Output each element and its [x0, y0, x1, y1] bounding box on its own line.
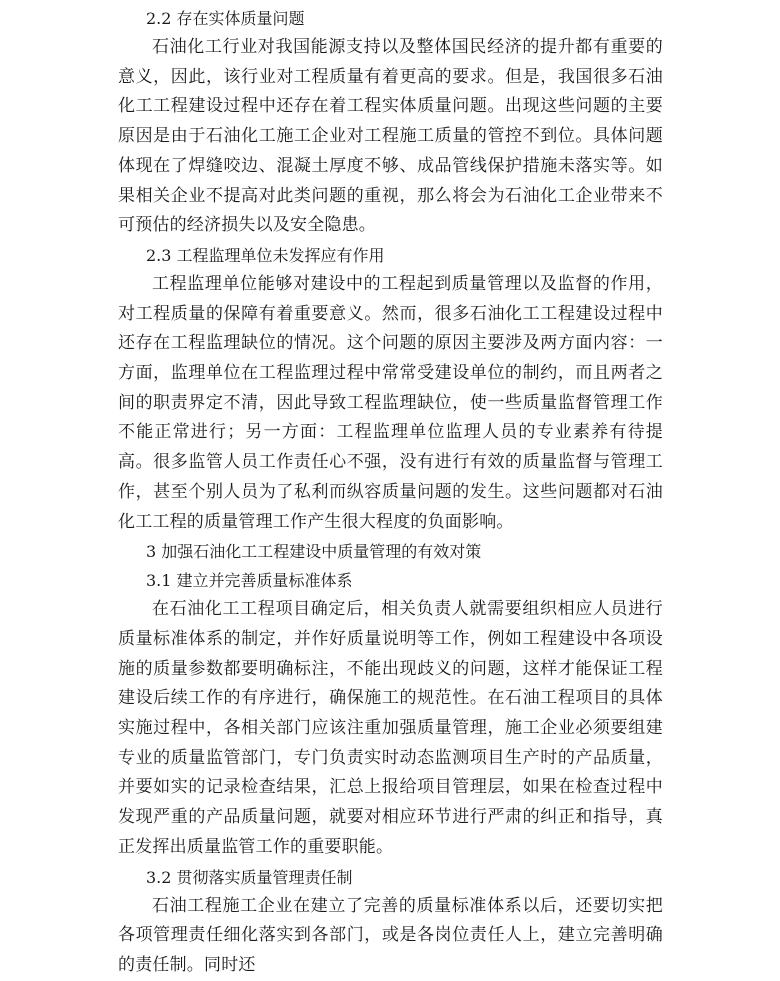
section-paragraph-3-2: 石油工程施工企业在建立了完善的质量标准体系以后，还要切实把各项管理责任细化落实到各部门，或是各岗位责任人上，建立完善明确的责任制。同时还 [118, 895, 663, 975]
document-page [118, 0, 663, 981]
section-heading-2-3: 2.3 工程监理单位未发挥应有作用 [146, 245, 385, 265]
section-paragraph-2-2: 石油化工行业对我国能源支持以及整体国民经济的提升都有重要的意义，因此，该行业对工程质量有着更高的要求。但是，我国很多石油化工工程建设过程中还存在着工程实体质量问题。出现这些问题的主要原因是由于石油化工施工企业对工程施工质量的管控不到位。具体问题体现在了焊缝咬边、混凝土厚度不够、成品管线保护措施未落实等。如果相关企业不提高对此类问题的重视，那么将会为石油化工企业带来不可预估的经济损失以及安全隐患。 [118, 37, 663, 236]
section-paragraph-2-3: 工程监理单位能够对建设中的工程起到质量管理以及监督的作用，对工程质量的保障有着重要意义。然而，很多石油化工工程建设过程中还存在工程监理缺位的情况。这个问题的原因主要涉及两方面内容：一方面，监理单位在工程监理过程中常常受建设单位的制约，而且两者之间的职责界定不清，因此导致工程监理缺位，使一些质量监督管理工作不能正常进行；另一方面：工程监理单位监理人员的专业素养有待提高。很多监管人员工作责任心不强，没有进行有效的质量监督与管理工作，甚至个别人员为了私利而纵容质量问题的发生。这些问题都对石油化工工程的质量管理工作产生很大程度的负面影响。 [118, 273, 663, 532]
section-heading-3-1: 3.1 建立并完善质量标准体系 [146, 571, 353, 591]
section-paragraph-3-1: 在石油化工工程项目确定后，相关负责人就需要组织相应人员进行质量标准体系的制定，并作好质量说明等工作，例如工程建设中各项设施的质量参数都要明确标注，不能出现歧义的问题，这样才能保证工程建设后续工作的有序进行，确保施工的规范性。在石油工程项目的具体实施过程中，各相关部门应该注重加强质量管理，施工企业必须要组建专业的质量监管部门，专门负责实时动态监测项目生产时的产品质量，并要如实的记录检查结果，汇总上报给项目管理层，如果在检查过程中发现严重的产品质量问题，就要对相应环节进行严肃的纠正和指导，真正发挥出质量监管工作的重要职能。 [118, 599, 663, 857]
section-heading-3: 3 加强石油化工工程建设中质量管理的有效对策 [146, 542, 482, 562]
section-heading-3-2: 3.2 贯彻落实质量管理责任制 [146, 867, 353, 887]
section-heading-2-2: 2.2 存在实体质量问题 [146, 9, 305, 28]
